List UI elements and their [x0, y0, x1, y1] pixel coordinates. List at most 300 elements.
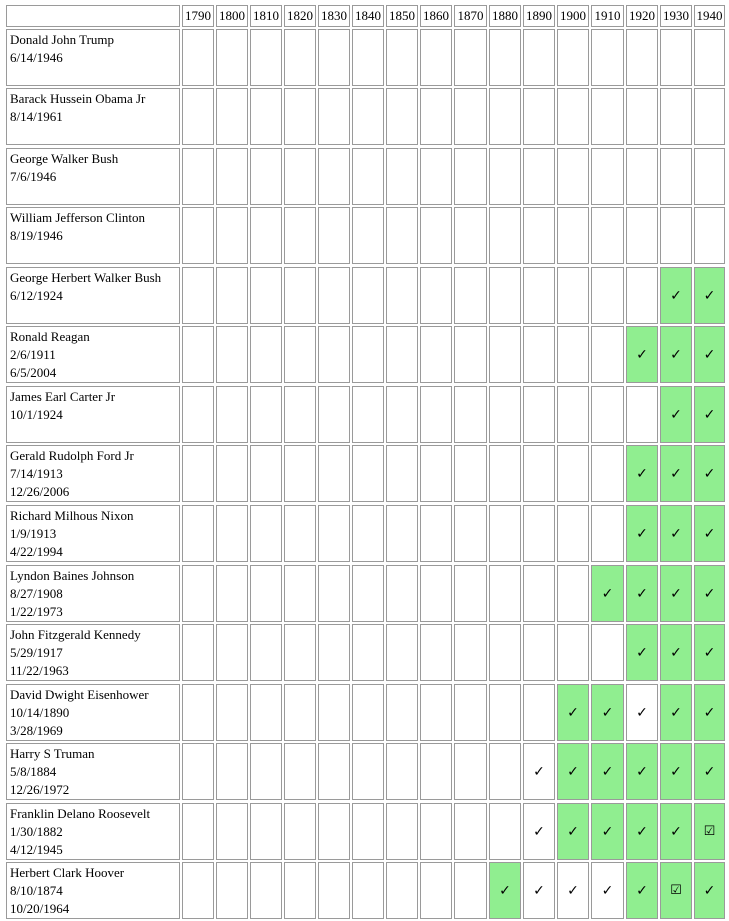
census-check-1920[interactable]: ✓	[626, 803, 658, 860]
header-year-1820: 1820	[284, 5, 316, 27]
header-year-1860: 1860	[420, 5, 452, 27]
census-cell-1840[interactable]	[352, 862, 384, 919]
census-cell-1860[interactable]	[420, 862, 452, 919]
header-corner-cell	[6, 5, 180, 27]
header-year-1830: 1830	[318, 5, 350, 27]
census-check-1920[interactable]: ✓	[626, 505, 658, 562]
census-cell-1940[interactable]	[694, 148, 725, 205]
census-cell-1790[interactable]	[182, 803, 214, 860]
census-cell-1930[interactable]	[660, 148, 692, 205]
census-cell-1840[interactable]	[352, 505, 384, 562]
census-cell-1820[interactable]	[284, 743, 316, 800]
census-cell-1880[interactable]	[489, 148, 521, 205]
census-cell-1800[interactable]	[216, 29, 248, 86]
census-cell-1880[interactable]	[489, 326, 521, 383]
census-cell-1870[interactable]	[454, 267, 487, 324]
census-check-1920[interactable]: ✓	[626, 445, 658, 502]
census-check-1930[interactable]: ✓	[660, 565, 692, 622]
census-cell-1850[interactable]	[386, 445, 418, 502]
census-cell-1810[interactable]	[250, 565, 282, 622]
census-cell-1800[interactable]	[216, 684, 248, 741]
census-cell-1850[interactable]	[386, 207, 418, 264]
census-cell-1820[interactable]	[284, 505, 316, 562]
census-cell-1910[interactable]	[591, 88, 624, 145]
death-date: 4/22/1994	[10, 544, 63, 559]
header-year-1840: 1840	[352, 5, 384, 27]
census-cell-1830[interactable]	[318, 88, 350, 145]
census-cell-1830[interactable]	[318, 326, 350, 383]
census-cell-1860[interactable]	[420, 445, 452, 502]
census-cell-1830[interactable]	[318, 445, 350, 502]
census-check-1890[interactable]: ✓	[523, 803, 555, 860]
census-check-1910[interactable]: ✓	[591, 862, 624, 919]
census-cell-1860[interactable]	[420, 386, 452, 443]
person-name: David Dwight Eisenhower	[10, 687, 149, 702]
census-cell-1800[interactable]	[216, 743, 248, 800]
census-check-1940[interactable]: ✓	[694, 624, 725, 681]
person-cell	[6, 267, 180, 324]
census-check-1910[interactable]: ✓	[591, 803, 624, 860]
census-cell-1880[interactable]	[489, 624, 521, 681]
census-check-1900[interactable]: ✓	[557, 684, 589, 741]
census-check-1920[interactable]: ✓	[626, 326, 658, 383]
census-cell-1920[interactable]	[626, 29, 658, 86]
person-cell	[6, 29, 180, 86]
census-cell-1800[interactable]	[216, 386, 248, 443]
census-cell-1790[interactable]	[182, 88, 214, 145]
census-check-1930[interactable]: ✓	[660, 326, 692, 383]
census-cell-1890[interactable]	[523, 684, 555, 741]
census-cell-1880[interactable]	[489, 29, 521, 86]
census-cell-1900[interactable]	[557, 624, 589, 681]
census-cell-1870[interactable]	[454, 505, 487, 562]
header-year-1790: 1790	[182, 5, 214, 27]
census-cell-1820[interactable]	[284, 624, 316, 681]
census-check-1910[interactable]: ✓	[591, 684, 624, 741]
death-date: 10/20/1964	[10, 901, 70, 916]
person-cell	[6, 565, 180, 622]
census-cell-1900[interactable]	[557, 386, 589, 443]
census-cell-1850[interactable]	[386, 386, 418, 443]
census-check-1930[interactable]: ✓	[660, 624, 692, 681]
census-cell-1920[interactable]	[626, 88, 658, 145]
census-cell-1880[interactable]	[489, 445, 521, 502]
death-date: 11/22/1963	[10, 663, 69, 678]
census-cell-1810[interactable]	[250, 505, 282, 562]
census-cell-1810[interactable]	[250, 148, 282, 205]
census-cell-1820[interactable]	[284, 684, 316, 741]
census-check-1930[interactable]: ✓	[660, 267, 692, 324]
census-cell-1910[interactable]	[591, 386, 624, 443]
census-cell-1830[interactable]	[318, 565, 350, 622]
census-cell-1790[interactable]	[182, 565, 214, 622]
census-cell-1900[interactable]	[557, 207, 589, 264]
census-cell-1880[interactable]	[489, 207, 521, 264]
census-cell-1850[interactable]	[386, 624, 418, 681]
census-cell-1940[interactable]	[694, 207, 725, 264]
census-cell-1790[interactable]	[182, 743, 214, 800]
census-cell-1830[interactable]	[318, 267, 350, 324]
census-cell-1840[interactable]	[352, 386, 384, 443]
census-cell-1850[interactable]	[386, 29, 418, 86]
census-cell-1890[interactable]	[523, 386, 555, 443]
census-check-1910[interactable]: ✓	[591, 565, 624, 622]
census-cell-1870[interactable]	[454, 684, 487, 741]
census-cell-1790[interactable]	[182, 445, 214, 502]
census-check-1940[interactable]: ✓	[694, 684, 725, 741]
birth-date: 8/27/1908	[10, 586, 63, 601]
census-cell-1870[interactable]	[454, 88, 487, 145]
census-cell-1830[interactable]	[318, 803, 350, 860]
census-cell-1820[interactable]	[284, 386, 316, 443]
census-cell-1930[interactable]	[660, 88, 692, 145]
census-cell-1870[interactable]	[454, 862, 487, 919]
census-cell-1820[interactable]	[284, 326, 316, 383]
census-cell-1940[interactable]	[694, 88, 725, 145]
census-cell-1810[interactable]	[250, 386, 282, 443]
person-name: James Earl Carter Jr	[10, 389, 116, 404]
census-cell-1820[interactable]	[284, 207, 316, 264]
header-year-1880: 1880	[489, 5, 521, 27]
census-cell-1900[interactable]	[557, 326, 589, 383]
birth-date: 1/30/1882	[10, 824, 63, 839]
census-cell-1870[interactable]	[454, 803, 487, 860]
census-cell-1880[interactable]	[489, 267, 521, 324]
census-cell-1880[interactable]	[489, 565, 521, 622]
person-cell	[6, 505, 180, 562]
census-check-1890[interactable]: ✓	[523, 743, 555, 800]
person-name: John Fitzgerald Kennedy	[10, 627, 141, 642]
person-name: William Jefferson Clinton	[10, 210, 145, 225]
census-cell-1800[interactable]	[216, 207, 248, 264]
census-check-1900[interactable]: ✓	[557, 743, 589, 800]
census-cell-1860[interactable]	[420, 803, 452, 860]
census-cell-1880[interactable]	[489, 743, 521, 800]
header-year-1940: 1940	[694, 5, 725, 27]
person-cell	[6, 326, 180, 383]
census-check-1940[interactable]: ✓	[694, 565, 725, 622]
census-check-1940[interactable]: ✓	[694, 743, 725, 800]
census-cell-1920[interactable]	[626, 386, 658, 443]
census-checkbox-1940[interactable]: ☑	[694, 803, 725, 860]
census-cell-1840[interactable]	[352, 803, 384, 860]
census-check-1940[interactable]: ✓	[694, 505, 725, 562]
person-name: Lyndon Baines Johnson	[10, 568, 135, 583]
census-check-1900[interactable]: ✓	[557, 803, 589, 860]
census-cell-1790[interactable]	[182, 326, 214, 383]
census-cell-1790[interactable]	[182, 862, 214, 919]
census-check-1930[interactable]: ✓	[660, 505, 692, 562]
header-year-1810: 1810	[250, 5, 282, 27]
census-cell-1810[interactable]	[250, 207, 282, 264]
census-cell-1870[interactable]	[454, 743, 487, 800]
census-check-1900[interactable]: ✓	[557, 862, 589, 919]
census-check-1930[interactable]: ✓	[660, 445, 692, 502]
census-cell-1930[interactable]	[660, 207, 692, 264]
census-check-1920[interactable]: ✓	[626, 624, 658, 681]
census-cell-1890[interactable]	[523, 445, 555, 502]
census-cell-1870[interactable]	[454, 386, 487, 443]
census-cell-1850[interactable]	[386, 326, 418, 383]
census-cell-1830[interactable]	[318, 624, 350, 681]
census-cell-1800[interactable]	[216, 565, 248, 622]
birth-date: 7/14/1913	[10, 466, 63, 481]
census-check-1940[interactable]: ✓	[694, 386, 725, 443]
census-cell-1860[interactable]	[420, 684, 452, 741]
census-check-1940[interactable]: ✓	[694, 326, 725, 383]
census-cell-1800[interactable]	[216, 445, 248, 502]
census-cell-1900[interactable]	[557, 148, 589, 205]
person-name: Ronald Reagan	[10, 329, 90, 344]
census-cell-1810[interactable]	[250, 803, 282, 860]
census-cell-1920[interactable]	[626, 267, 658, 324]
census-cell-1800[interactable]	[216, 862, 248, 919]
census-cell-1920[interactable]	[626, 207, 658, 264]
census-cell-1790[interactable]	[182, 29, 214, 86]
census-cell-1830[interactable]	[318, 29, 350, 86]
census-cell-1820[interactable]	[284, 267, 316, 324]
census-cell-1930[interactable]	[660, 29, 692, 86]
census-cell-1890[interactable]	[523, 207, 555, 264]
census-cell-1890[interactable]	[523, 624, 555, 681]
census-cell-1880[interactable]	[489, 88, 521, 145]
census-cell-1810[interactable]	[250, 743, 282, 800]
census-check-1910[interactable]: ✓	[591, 743, 624, 800]
census-cell-1860[interactable]	[420, 267, 452, 324]
census-cell-1840[interactable]	[352, 743, 384, 800]
census-cell-1810[interactable]	[250, 862, 282, 919]
person-cell	[6, 743, 180, 800]
census-cell-1900[interactable]	[557, 88, 589, 145]
person-cell	[6, 803, 180, 860]
census-cell-1790[interactable]	[182, 684, 214, 741]
census-cell-1820[interactable]	[284, 29, 316, 86]
person-name: Barack Hussein Obama Jr	[10, 91, 146, 106]
census-cell-1900[interactable]	[557, 267, 589, 324]
census-cell-1870[interactable]	[454, 29, 487, 86]
census-cell-1890[interactable]	[523, 505, 555, 562]
person-name: Richard Milhous Nixon	[10, 508, 134, 523]
census-cell-1830[interactable]	[318, 743, 350, 800]
census-cell-1870[interactable]	[454, 565, 487, 622]
census-cell-1920[interactable]	[626, 148, 658, 205]
census-cell-1840[interactable]	[352, 565, 384, 622]
birth-date: 2/6/1911	[10, 347, 56, 362]
death-date: 12/26/2006	[10, 484, 70, 499]
census-cell-1830[interactable]	[318, 862, 350, 919]
census-check-1940[interactable]: ✓	[694, 267, 725, 324]
census-cell-1840[interactable]	[352, 88, 384, 145]
census-check-1890[interactable]: ✓	[523, 862, 555, 919]
census-cell-1860[interactable]	[420, 565, 452, 622]
census-cell-1840[interactable]	[352, 684, 384, 741]
birth-date: 10/14/1890	[10, 705, 70, 720]
census-cell-1880[interactable]	[489, 684, 521, 741]
census-cell-1800[interactable]	[216, 505, 248, 562]
census-cell-1810[interactable]	[250, 684, 282, 741]
census-cell-1800[interactable]	[216, 267, 248, 324]
census-check-1920[interactable]: ✓	[626, 743, 658, 800]
census-cell-1830[interactable]	[318, 684, 350, 741]
birth-date: 7/6/1946	[10, 169, 57, 184]
person-name: George Walker Bush	[10, 151, 119, 166]
census-cell-1820[interactable]	[284, 862, 316, 919]
census-cell-1810[interactable]	[250, 267, 282, 324]
census-cell-1910[interactable]	[591, 505, 624, 562]
census-cell-1820[interactable]	[284, 88, 316, 145]
person-cell	[6, 88, 180, 145]
census-check-1920[interactable]: ✓	[626, 862, 658, 919]
census-cell-1830[interactable]	[318, 505, 350, 562]
census-cell-1860[interactable]	[420, 207, 452, 264]
census-cell-1910[interactable]	[591, 624, 624, 681]
census-cell-1850[interactable]	[386, 684, 418, 741]
census-cell-1860[interactable]	[420, 743, 452, 800]
person-cell	[6, 148, 180, 205]
header-year-1870: 1870	[454, 5, 487, 27]
census-cell-1820[interactable]	[284, 445, 316, 502]
census-cell-1790[interactable]	[182, 505, 214, 562]
census-cell-1860[interactable]	[420, 29, 452, 86]
census-cell-1840[interactable]	[352, 445, 384, 502]
person-cell	[6, 207, 180, 264]
census-check-1930[interactable]: ✓	[660, 743, 692, 800]
header-year-1910: 1910	[591, 5, 624, 27]
census-cell-1840[interactable]	[352, 267, 384, 324]
census-cell-1810[interactable]	[250, 29, 282, 86]
census-cell-1790[interactable]	[182, 624, 214, 681]
census-cell-1840[interactable]	[352, 148, 384, 205]
census-cell-1840[interactable]	[352, 326, 384, 383]
person-cell	[6, 386, 180, 443]
census-cell-1840[interactable]	[352, 624, 384, 681]
census-cell-1800[interactable]	[216, 624, 248, 681]
person-name: George Herbert Walker Bush	[10, 270, 162, 285]
census-cell-1870[interactable]	[454, 326, 487, 383]
census-cell-1870[interactable]	[454, 148, 487, 205]
census-cell-1910[interactable]	[591, 29, 624, 86]
census-cell-1910[interactable]	[591, 148, 624, 205]
census-cell-1810[interactable]	[250, 326, 282, 383]
census-check-1920[interactable]: ✓	[626, 684, 658, 741]
census-cell-1810[interactable]	[250, 88, 282, 145]
census-cell-1820[interactable]	[284, 148, 316, 205]
census-cell-1890[interactable]	[523, 565, 555, 622]
census-check-1930[interactable]: ✓	[660, 386, 692, 443]
census-cell-1860[interactable]	[420, 88, 452, 145]
census-cell-1850[interactable]	[386, 862, 418, 919]
birth-date: 1/9/1913	[10, 526, 57, 541]
person-name: Franklin Delano Roosevelt	[10, 806, 151, 821]
census-check-1930[interactable]: ✓	[660, 803, 692, 860]
census-cell-1830[interactable]	[318, 207, 350, 264]
census-cell-1860[interactable]	[420, 505, 452, 562]
census-cell-1850[interactable]	[386, 267, 418, 324]
birth-date: 10/1/1924	[10, 407, 63, 422]
census-cell-1840[interactable]	[352, 29, 384, 86]
person-name: Donald John Trump	[10, 32, 115, 47]
census-check-1940[interactable]: ✓	[694, 862, 725, 919]
census-cell-1880[interactable]	[489, 803, 521, 860]
person-cell	[6, 445, 180, 502]
census-cell-1860[interactable]	[420, 326, 452, 383]
census-cell-1880[interactable]	[489, 386, 521, 443]
census-cell-1910[interactable]	[591, 207, 624, 264]
header-year-1900: 1900	[557, 5, 589, 27]
census-cell-1890[interactable]	[523, 29, 555, 86]
census-cell-1850[interactable]	[386, 88, 418, 145]
census-cell-1800[interactable]	[216, 803, 248, 860]
census-cell-1810[interactable]	[250, 445, 282, 502]
birth-date: 5/8/1884	[10, 764, 57, 779]
census-cell-1790[interactable]	[182, 267, 214, 324]
census-cell-1830[interactable]	[318, 386, 350, 443]
census-cell-1820[interactable]	[284, 565, 316, 622]
census-cell-1790[interactable]	[182, 148, 214, 205]
census-cell-1850[interactable]	[386, 148, 418, 205]
census-check-1940[interactable]: ✓	[694, 445, 725, 502]
census-cell-1830[interactable]	[318, 148, 350, 205]
census-cell-1850[interactable]	[386, 743, 418, 800]
census-cell-1900[interactable]	[557, 445, 589, 502]
census-cell-1880[interactable]	[489, 505, 521, 562]
birth-date: 8/14/1961	[10, 109, 63, 124]
census-cell-1800[interactable]	[216, 326, 248, 383]
census-check-1930[interactable]: ✓	[660, 684, 692, 741]
census-cell-1890[interactable]	[523, 88, 555, 145]
census-cell-1850[interactable]	[386, 505, 418, 562]
census-cell-1820[interactable]	[284, 803, 316, 860]
header-year-1800: 1800	[216, 5, 248, 27]
census-cell-1860[interactable]	[420, 624, 452, 681]
census-cell-1800[interactable]	[216, 88, 248, 145]
census-cell-1900[interactable]	[557, 505, 589, 562]
census-cell-1890[interactable]	[523, 326, 555, 383]
census-cell-1870[interactable]	[454, 207, 487, 264]
census-cell-1900[interactable]	[557, 565, 589, 622]
census-cell-1940[interactable]	[694, 29, 725, 86]
census-cell-1860[interactable]	[420, 148, 452, 205]
birth-date: 8/19/1946	[10, 228, 63, 243]
census-cell-1810[interactable]	[250, 624, 282, 681]
header-year-1920: 1920	[626, 5, 658, 27]
census-cell-1850[interactable]	[386, 565, 418, 622]
census-cell-1800[interactable]	[216, 148, 248, 205]
census-cell-1890[interactable]	[523, 267, 555, 324]
header-year-1930: 1930	[660, 5, 692, 27]
census-check-1920[interactable]: ✓	[626, 565, 658, 622]
census-check-1880[interactable]: ✓	[489, 862, 521, 919]
census-cell-1840[interactable]	[352, 207, 384, 264]
birth-date: 8/10/1874	[10, 883, 63, 898]
census-cell-1870[interactable]	[454, 624, 487, 681]
death-date: 4/12/1945	[10, 842, 63, 857]
person-cell	[6, 862, 180, 919]
census-cell-1900[interactable]	[557, 29, 589, 86]
birth-date: 6/14/1946	[10, 50, 63, 65]
census-cell-1910[interactable]	[591, 267, 624, 324]
census-checkbox-1930[interactable]: ☑	[660, 862, 692, 919]
census-cell-1910[interactable]	[591, 445, 624, 502]
census-cell-1790[interactable]	[182, 386, 214, 443]
census-cell-1890[interactable]	[523, 148, 555, 205]
census-cell-1850[interactable]	[386, 803, 418, 860]
census-cell-1790[interactable]	[182, 207, 214, 264]
birth-date: 6/12/1924	[10, 288, 63, 303]
census-cell-1870[interactable]	[454, 445, 487, 502]
census-cell-1910[interactable]	[591, 326, 624, 383]
death-date: 6/5/2004	[10, 365, 57, 380]
